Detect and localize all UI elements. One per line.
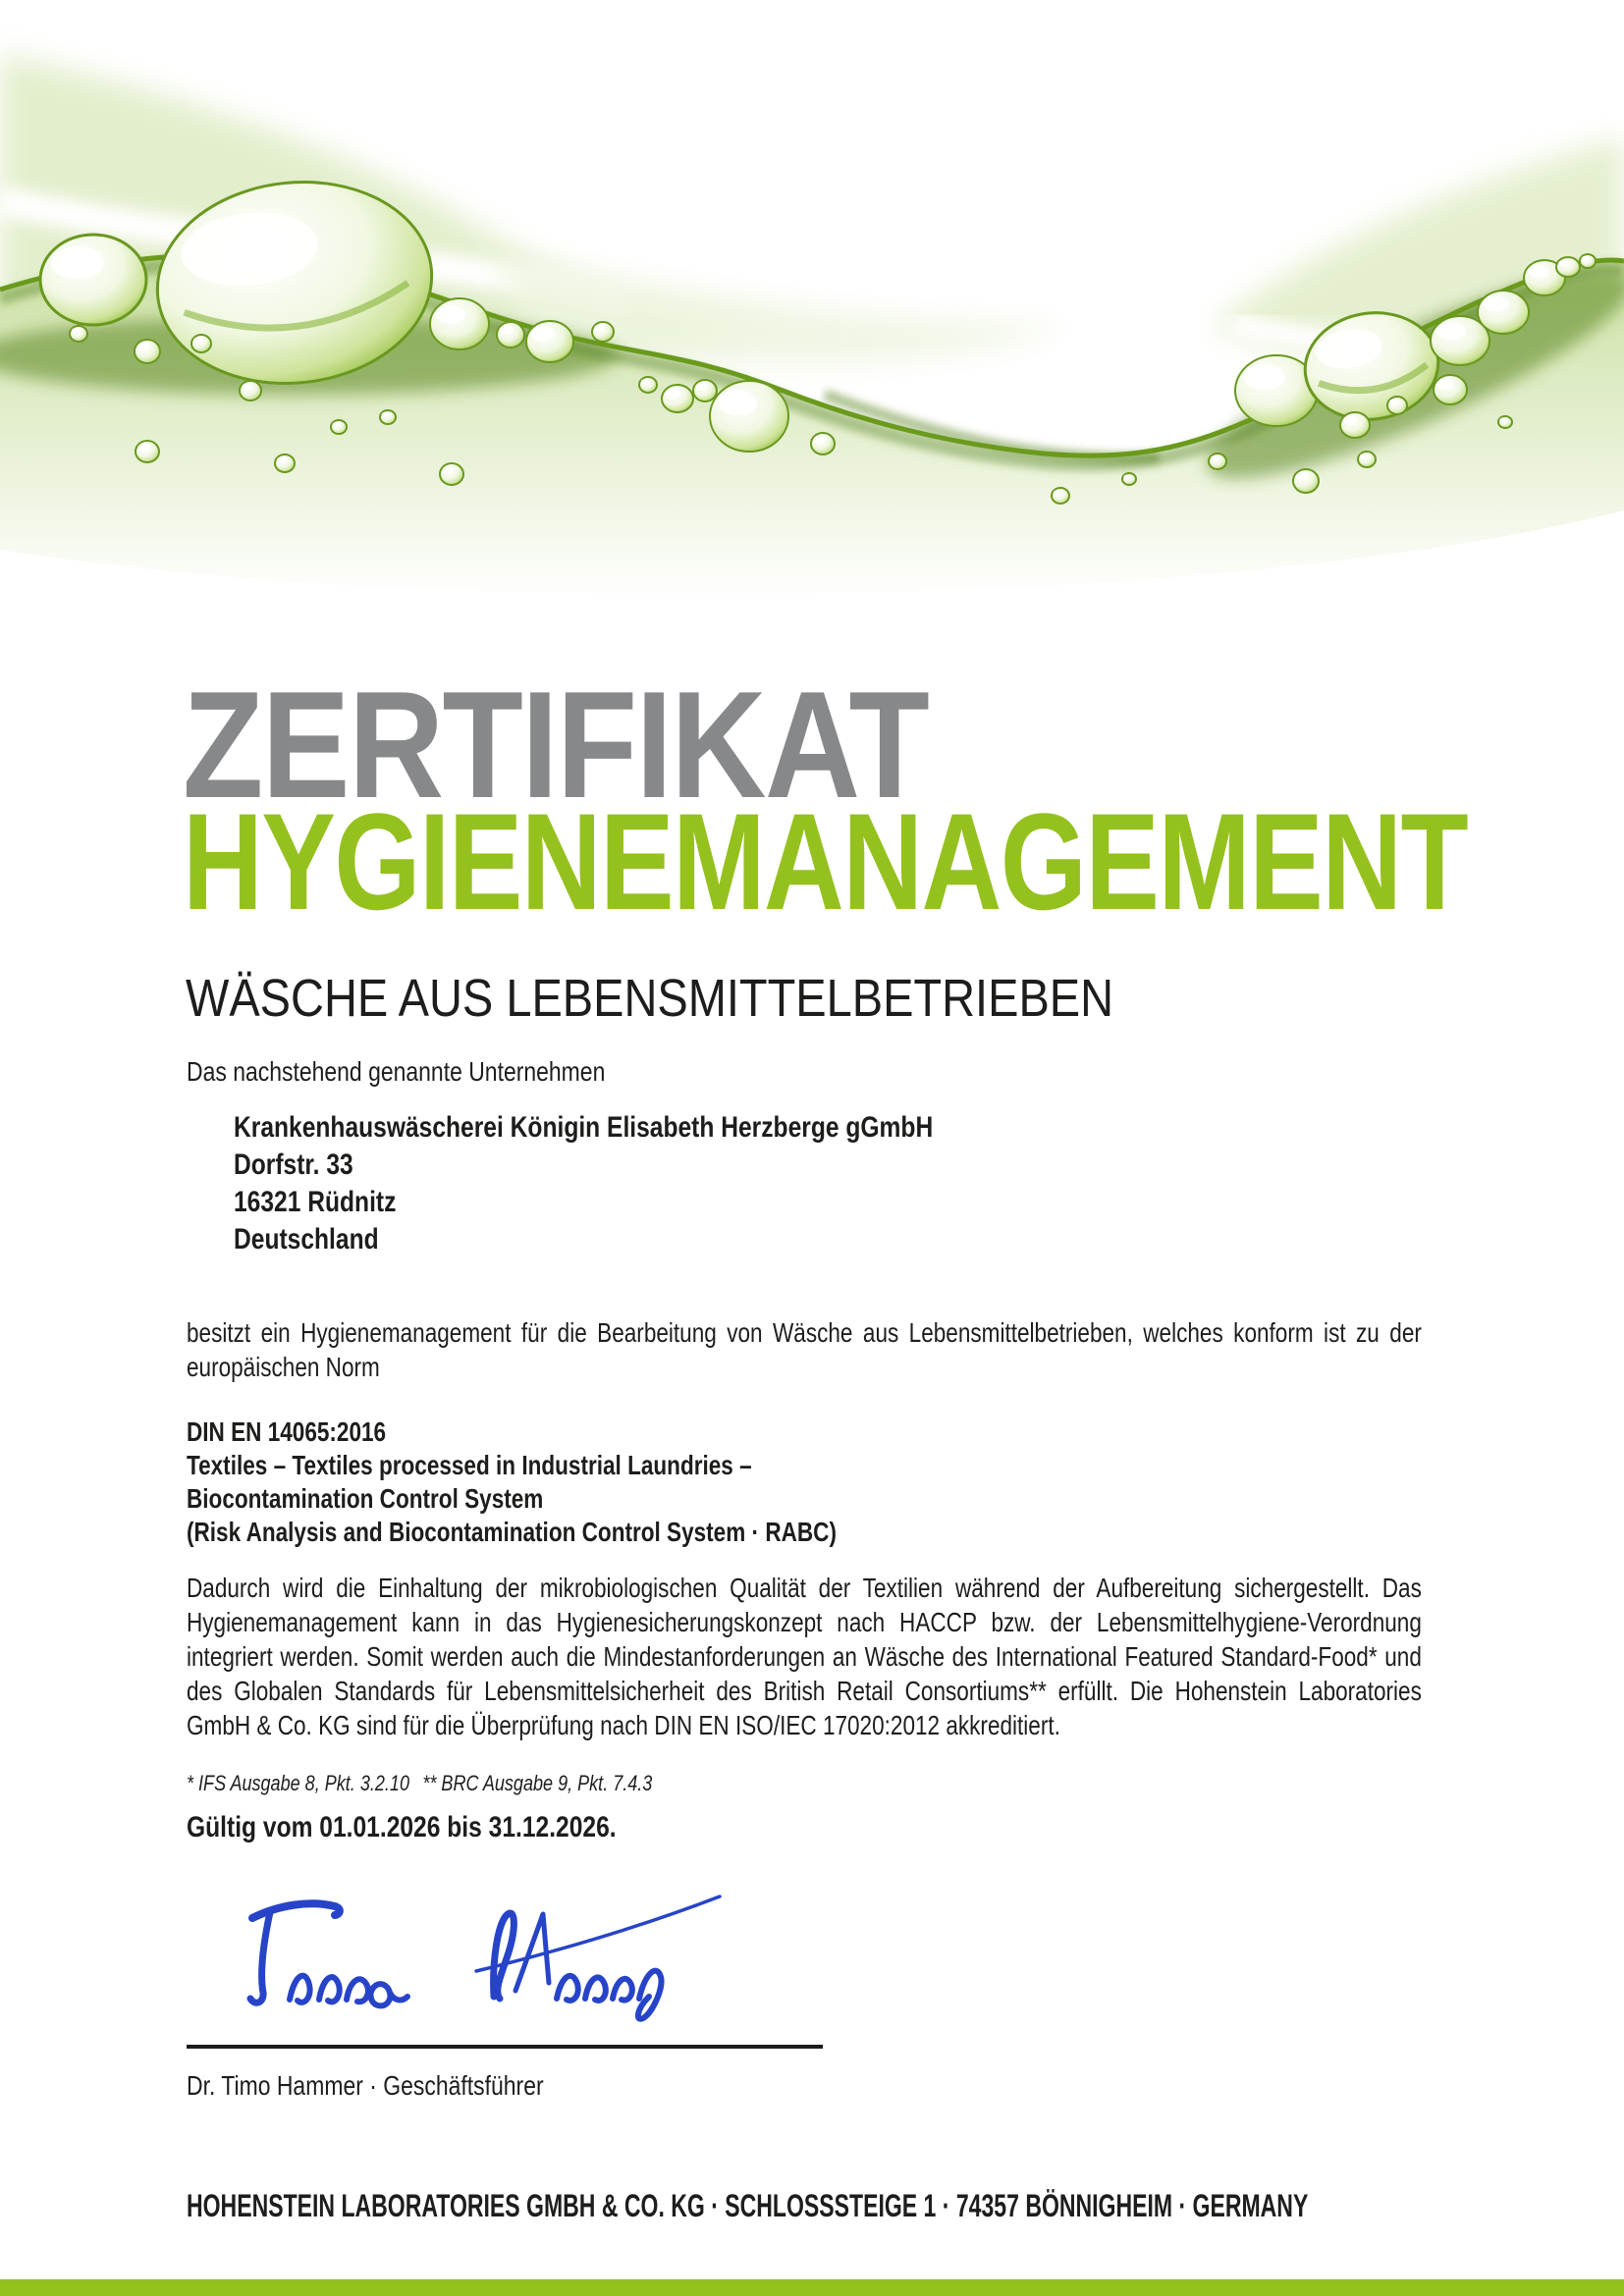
signature xyxy=(182,1875,731,2022)
wave-artwork xyxy=(0,0,1624,648)
subtitle: WÄSCHE AUS LEBENSMITTELBETRIEBEN xyxy=(186,969,1114,1028)
title-line-1: ZERTIFIKAT xyxy=(183,660,929,829)
company-block xyxy=(234,1109,1624,1258)
company-street: Dorfstr. 33 xyxy=(234,1148,353,1181)
norm-title-line2: Biocontamination Control System xyxy=(187,1483,544,1514)
footnote-brc: ** BRC Ausgabe 9, Pkt. 7.4.3 xyxy=(422,1771,653,1795)
description-paragraph: Dadurch wird die Einhaltung der mikrobiologischen Qualität der Textilien während der Aufbereitung sichergestellt. Das Hygienemanagement kann in das Hygienesicherungskonzept nach HACCP bzw. der Lebensmittelhygiene-Verordnung integriert werden. Somit werden auch die Mindestanforderungen an Wäsche des International Featured Standard-Food* und des Globalen Standards für Lebensmittelsicherheit des British Retail Consortiums** erfüllt. Die Hohenstein Laboratories GmbH & Co. KG sind für die Überprüfung nach DIN EN ISO/IEC 17020:2012 akkreditiert. xyxy=(187,1573,1422,1740)
norm-code: DIN EN 14065:2016 xyxy=(187,1416,387,1447)
title-hygienemanagement xyxy=(183,782,1624,941)
footer-accent-bar xyxy=(0,2279,1624,2296)
footnotes xyxy=(187,1773,1624,1794)
company-name: Krankenhauswäscherei Königin Elisabeth Herzberge gGmbH xyxy=(234,1111,934,1144)
footer-address: HOHENSTEIN LABORATORIES GMBH & CO. KG · SCHLOSSSTEIGE 1 · 74357 BÖNNIGHEIM · GERMANY xyxy=(187,2188,1309,2223)
norm-block xyxy=(187,1415,1624,1549)
signature-rule xyxy=(187,2045,823,2049)
company-city: 16321 Rüdnitz xyxy=(234,1186,397,1218)
footnote-ifs: * IFS Ausgabe 8, Pkt. 3.2.10 xyxy=(187,1771,409,1795)
company-country: Deutschland xyxy=(234,1223,379,1255)
conformity-statement: besitzt ein Hygienemanagement für die Bearbeitung von Wäsche aus Lebensmittelbetrieben, welches konform ist zu der europäischen Norm xyxy=(187,1317,1422,1382)
norm-title-line3: (Risk Analysis and Biocontamination Control System · RABC) xyxy=(187,1517,837,1547)
intro-line: Das nachstehend genannte Unternehmen xyxy=(187,1056,606,1087)
title-line-2: HYGIENEMANAGEMENT xyxy=(183,784,1468,938)
validity-period: Gültig vom 01.01.2026 bis 31.12.2026. xyxy=(187,1811,617,1843)
signatory-name: Dr. Timo Hammer · Geschäftsführer xyxy=(187,2070,544,2101)
norm-title-line1: Textiles – Textiles processed in Industrial Laundries – xyxy=(187,1450,752,1480)
